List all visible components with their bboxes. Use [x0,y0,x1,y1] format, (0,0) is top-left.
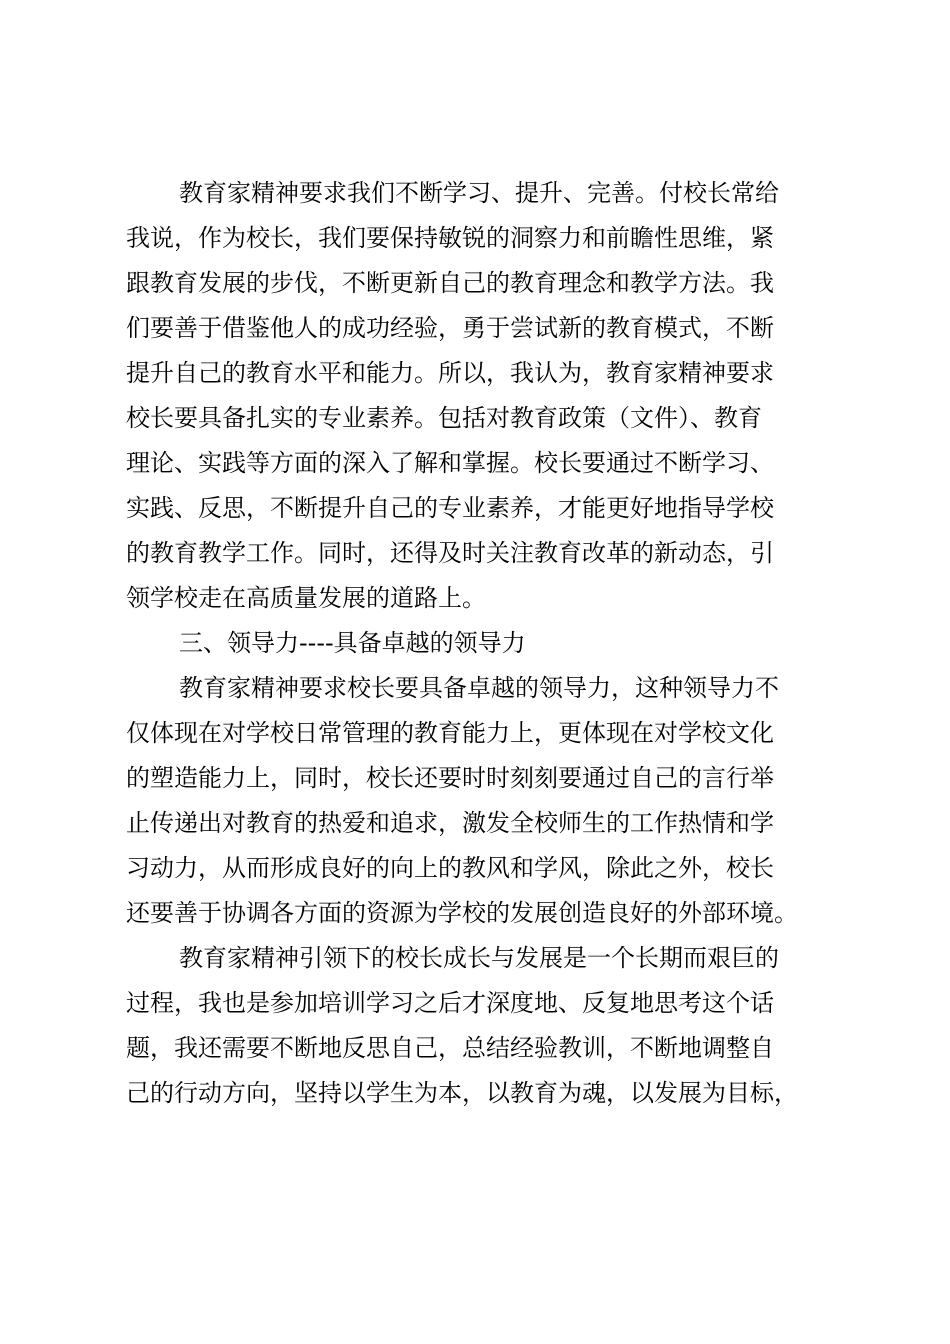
paragraph-line: 教育家精神要求校长要具备卓越的领导力，这种领导力不 [179,674,779,702]
paragraph-line: 过程，我也是参加培训学习之后才深度地、反复地思考这个话 [126,989,774,1017]
paragraph-line: 们要善于借鉴他人的成功经验，勇于尝试新的教育模式，不断 [126,314,774,342]
paragraph-line: 实践、反思，不断提升自己的专业素养，才能更好地指导学校 [126,494,774,522]
paragraph-line: 提升自己的教育水平和能力。所以，我认为，教育家精神要求 [126,359,774,387]
paragraph-line: 校长要具备扎实的专业素养。包括对教育政策（文件）、教育 [126,404,762,432]
paragraph-line: 还要善于协调各方面的资源为学校的发展创造良好的外部环境。 [126,899,798,927]
paragraph-line: 教育家精神要求我们不断学习、提升、完善。付校长常给 [179,179,779,207]
paragraph-line: 己的行动方向，坚持以学生为本，以教育为魂，以发展为目标， [126,1079,798,1107]
paragraph-line: 题，我还需要不断地反思自己，总结经验教训，不断地调整自 [126,1034,774,1062]
paragraph-line: 的教育教学工作。同时，还得及时关注教育改革的新动态，引 [126,539,774,567]
section-heading: 三、领导力----具备卓越的领导力 [179,629,526,657]
paragraph-line: 我说，作为校长，我们要保持敏锐的洞察力和前瞻性思维，紧 [126,224,774,252]
paragraph-line: 的塑造能力上，同时，校长还要时时刻刻要通过自己的言行举 [126,764,774,792]
paragraph-line: 止传递出对教育的热爱和追求，激发全校师生的工作热情和学 [126,809,774,837]
paragraph-line: 教育家精神引领下的校长成长与发展是一个长期而艰巨的 [179,944,779,972]
document-body [126,171,836,1116]
paragraph-line: 仅体现在对学校日常管理的教育能力上，更体现在对学校文化 [126,719,774,747]
paragraph-line: 习动力，从而形成良好的向上的教风和学风，除此之外，校长 [126,854,774,882]
paragraph-line: 领学校走在高质量发展的道路上。 [126,584,486,612]
paragraph-line: 理论、实践等方面的深入了解和掌握。校长要通过不断学习、 [126,449,774,477]
paragraph-line: 跟教育发展的步伐，不断更新自己的教育理念和教学方法。我 [126,269,774,297]
